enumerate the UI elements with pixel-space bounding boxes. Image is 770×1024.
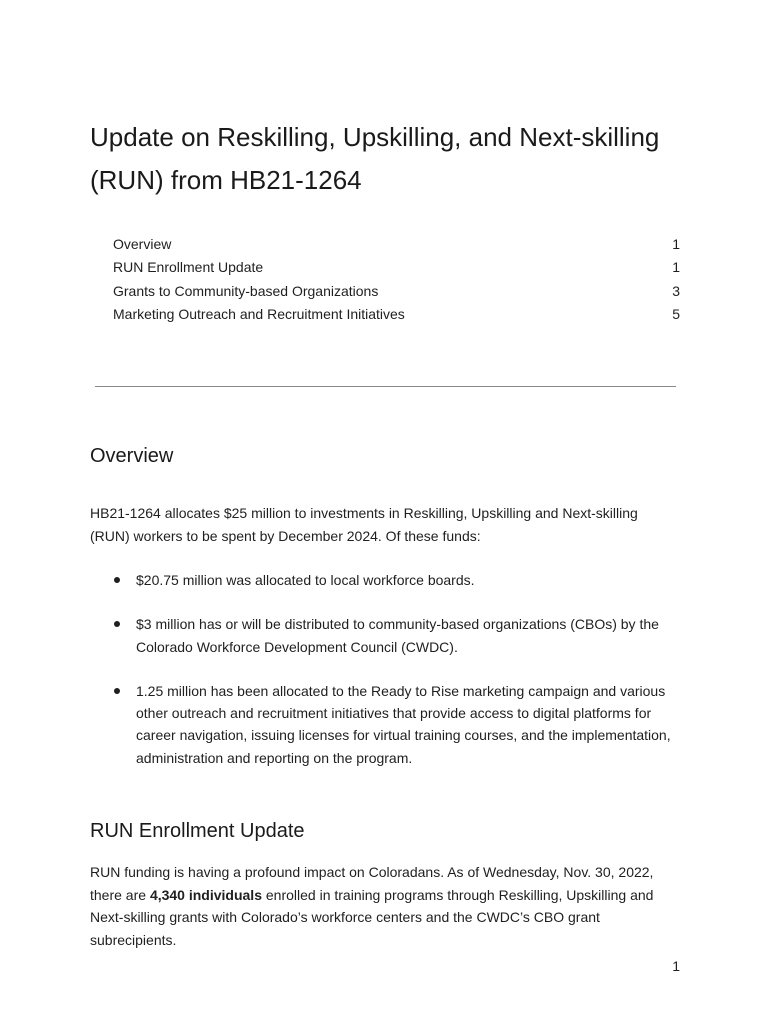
bullet-text: 1.25 million has been allocated to the Ready to Rise marketing campaign and various other outreach and recruitment initiatives that provide access to digital platforms for career navigation, issuing licenses for virtual training courses, and the implementation, administration and reporting on the program.: [136, 682, 671, 766]
list-item: [90, 613, 680, 658]
enrollment-count: 4,340 individuals: [149, 886, 262, 903]
toc-entry-label[interactable]: Grants to Community-based Organizations: [113, 282, 379, 299]
list-item: [90, 680, 680, 769]
enrollment-text-before: RUN funding is having a profound impact on Coloradans. As of Wednesday, Nov. 30, 2022, there are: [90, 864, 654, 903]
bullet-icon: [114, 621, 120, 627]
document-title: Update on Reskilling, Upskilling, and Next-skilling (RUN) from HB21-1264: [90, 122, 660, 195]
page-number: 1: [672, 958, 680, 974]
table-of-contents: [113, 233, 680, 326]
toc-entry-label[interactable]: Overview: [113, 236, 172, 252]
overview-intro-paragraph: HB21-1264 allocates $25 million to investments in Reskilling, Upskilling and Next-skilling (RUN) workers to be spent by December 2024. Of these funds:: [90, 505, 638, 544]
toc-entry-page: 1: [672, 259, 680, 276]
bullet-text: $3 million has or will be distributed to community-based organizations (CBOs) by the Colorado Workforce Development Council (CWDC).: [136, 616, 659, 655]
toc-entry[interactable]: [113, 303, 680, 326]
bullet-icon: [114, 688, 120, 694]
bullet-text: $20.75 million was allocated to local workforce boards.: [136, 572, 475, 588]
enrollment-text-after: enrolled in training programs through Reskilling, Upskilling and Next-skilling grants with Colorado’s workforce centers and the CWDC’s CBO grant subrecipients.: [90, 886, 654, 948]
enrollment-heading: RUN Enrollment Update: [90, 820, 305, 842]
toc-entry[interactable]: [113, 280, 680, 303]
overview-heading: Overview: [90, 445, 174, 467]
horizontal-divider: [95, 386, 676, 387]
list-item: [90, 569, 680, 591]
toc-entry[interactable]: [113, 233, 680, 256]
toc-entry-page: 3: [672, 282, 680, 299]
bullet-icon: [114, 577, 120, 583]
toc-entry-label[interactable]: RUN Enrollment Update: [113, 259, 264, 276]
toc-entry-label[interactable]: Marketing Outreach and Recruitment Initiatives: [113, 305, 405, 322]
toc-entry-page: 5: [672, 305, 680, 322]
toc-entry[interactable]: [113, 256, 680, 279]
funding-bullet-list: [90, 569, 680, 791]
toc-entry-page: 1: [672, 236, 680, 252]
enrollment-paragraph: [90, 861, 680, 951]
